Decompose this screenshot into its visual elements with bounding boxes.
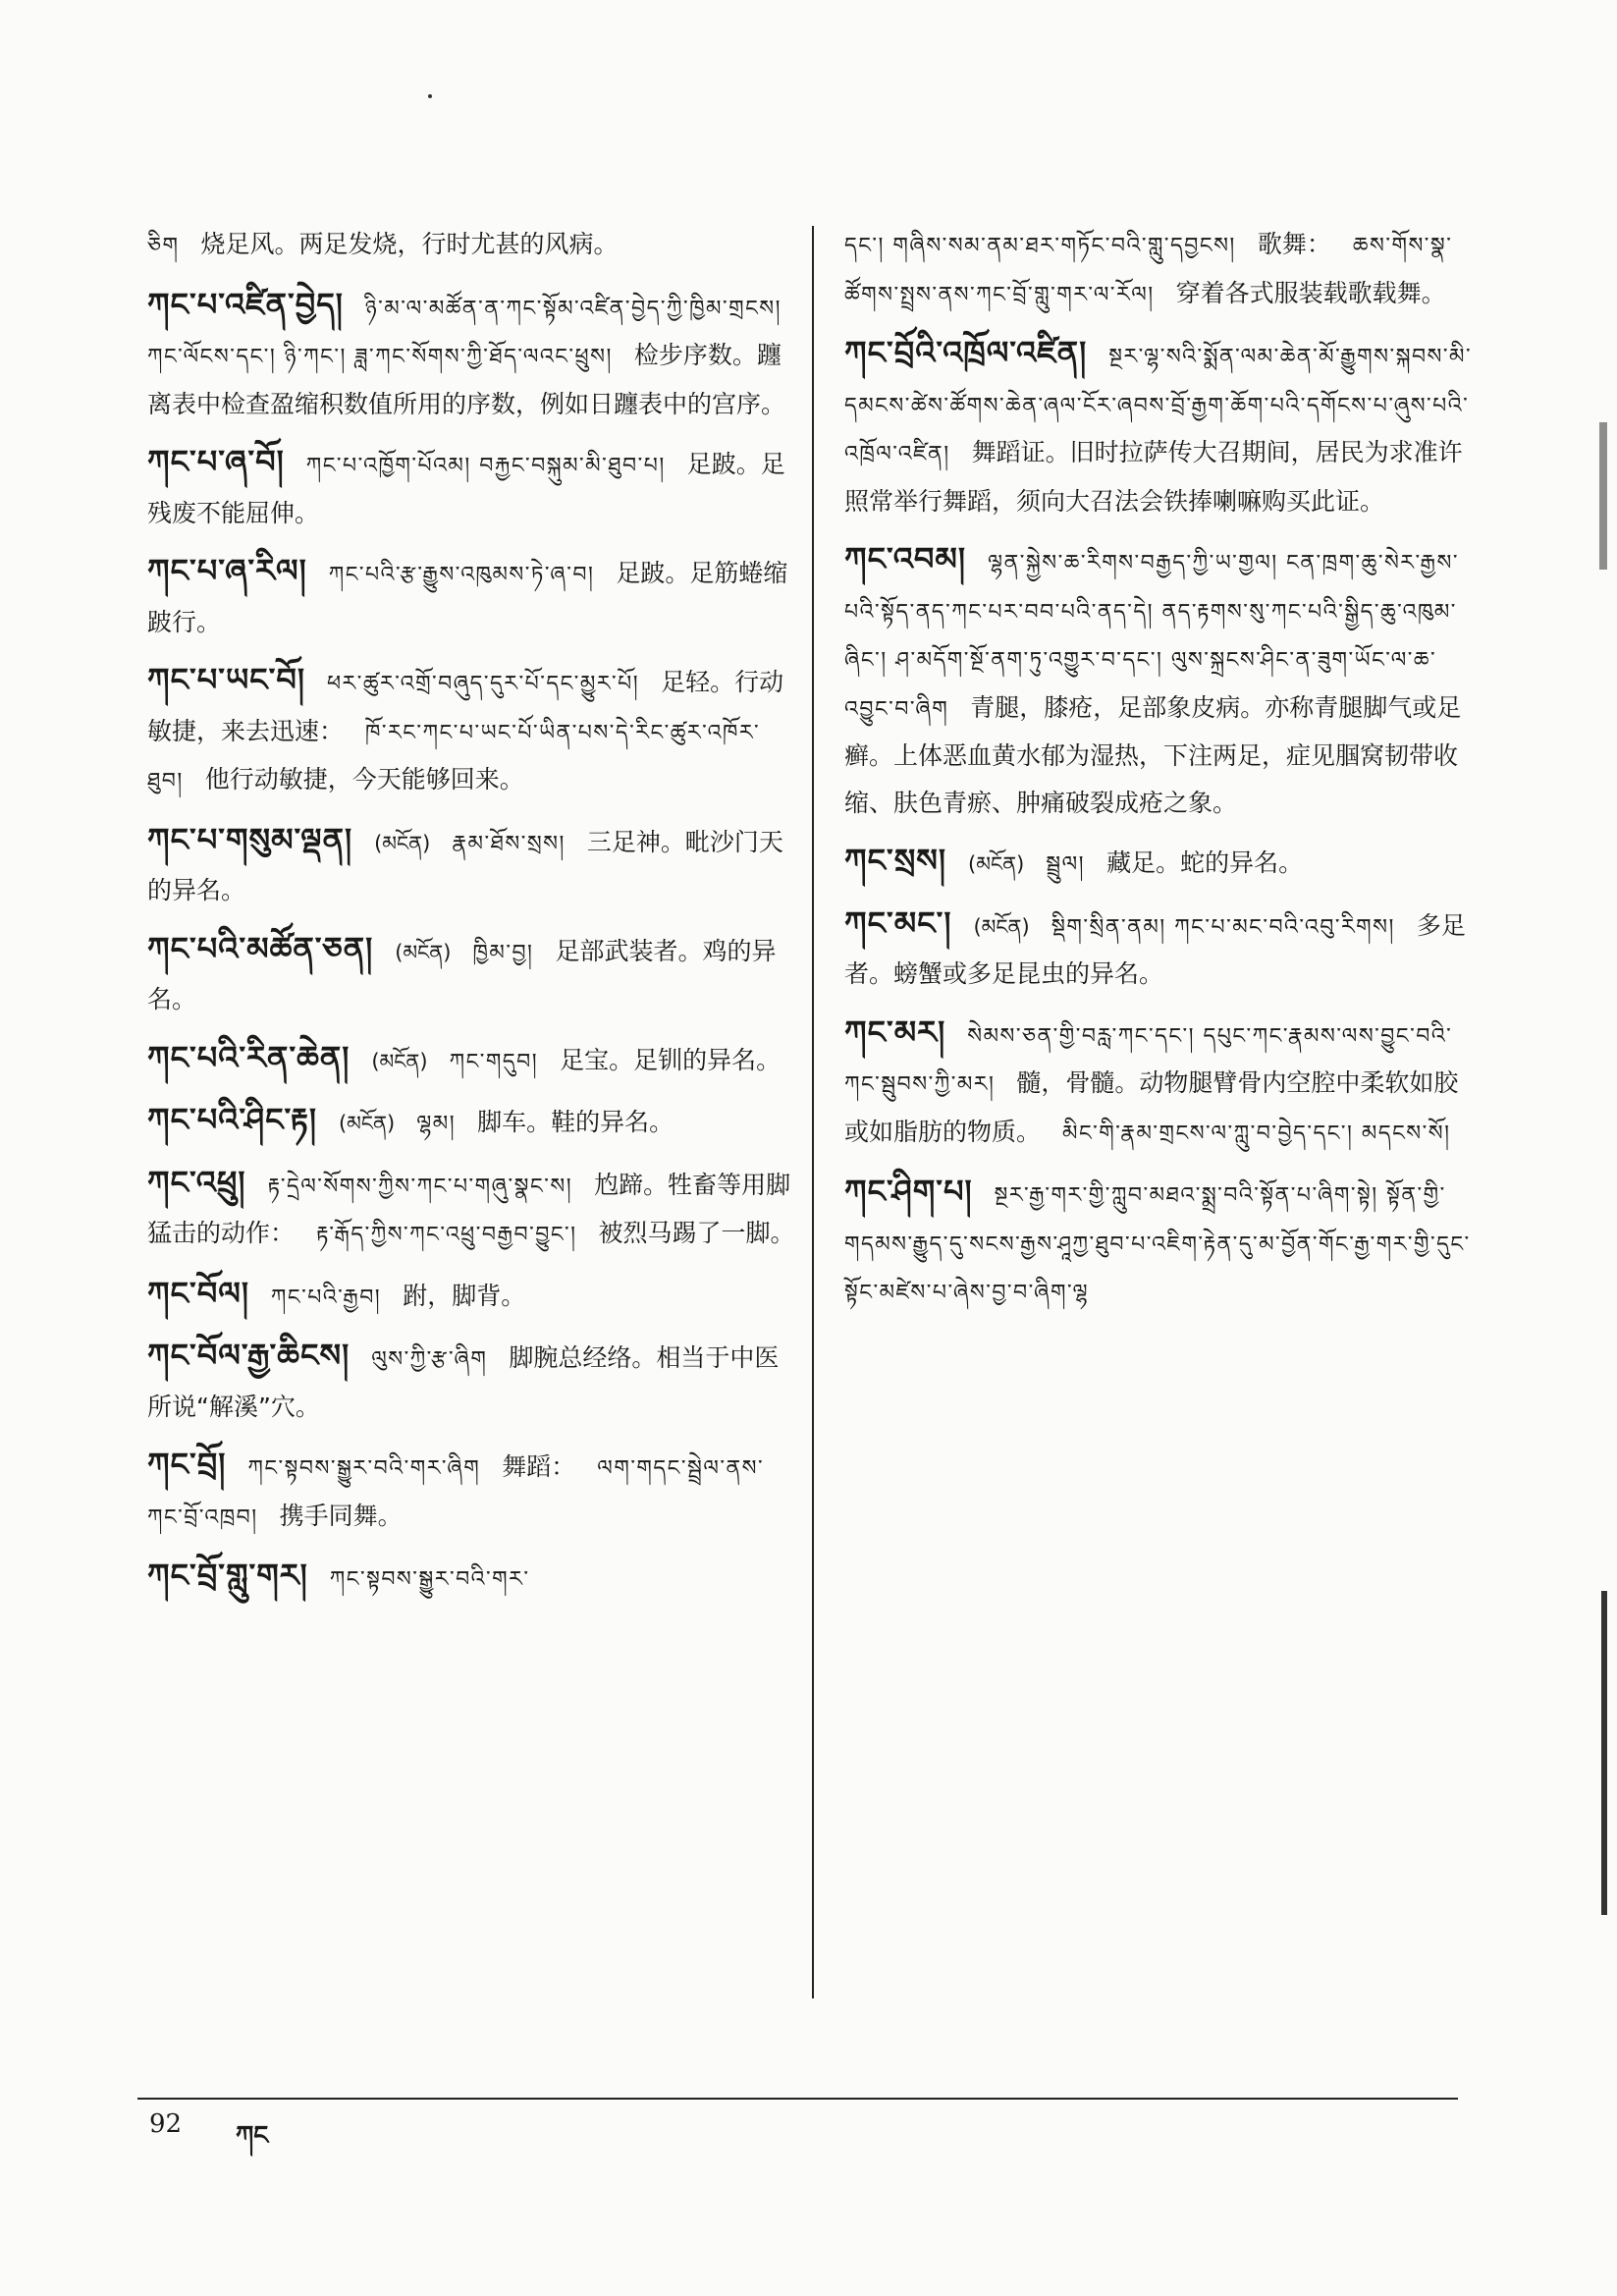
right-column: [844, 221, 1479, 1329]
entry-chinese-definition: 舞蹈证。旧时拉萨传大召期间，居民为求准许照常举行舞蹈，须向大召法会铁捧喇嘛购买此证。: [844, 438, 1463, 516]
dictionary-entry: [844, 1169, 1479, 1317]
entry-tibetan-example: རྟ་རྒོད་ཀྱིས་ཀང་འཕྲུ་བརྒྱབ་བྱུང་།: [316, 1223, 577, 1247]
entry-headword: ཀང་འབམ།: [844, 540, 966, 577]
dictionary-entry: [147, 1333, 795, 1430]
running-head: ཀང: [236, 2121, 269, 2151]
entry-chinese-example: 穿着各式服装载歌载舞。: [1175, 278, 1446, 307]
entry-chinese-example: 被烈马踢了一脚。: [598, 1219, 795, 1247]
entry-chinese-definition: 足宝。足钏的异名。: [560, 1045, 782, 1074]
entry-chinese-definition: 足跛。足筋蜷缩跛行。: [147, 559, 788, 636]
entry-chinese-definition: 青腿，膝疮，足部象皮病。亦称青腿脚气或足癣。上体恶血黄水郁为湿热，下注两足，症见腘窝韧带收缩、肤色青瘀、肿痛破裂成疮之象。: [844, 692, 1462, 817]
entry-chinese-definition: 脚车。鞋的异名。: [477, 1108, 674, 1136]
entry-chinese-definition: 歌舞：: [1257, 230, 1331, 258]
entry-tibetan-definition: ཀང་པའི་རྒྱབ།: [270, 1285, 382, 1310]
entry-tibetan-definition: དང་། གཞིས་སམ་ནམ་ཐར་གཏོང་བའི་གླུ་དབྱངས།: [844, 234, 1236, 258]
dictionary-entry: [844, 221, 1479, 318]
entry-headword: ཀང་པའི་མཚོན་ཅན།: [147, 929, 374, 967]
entry-tibetan-definition: སྔར་རྒྱ་གར་གྱི་ཀླུབ་མཐའ་སྨྲ་བའི་སྟོན་པ་ཞིག་སྟེ། སྟོན་གྱི་གདམས་རྒྱུད་དུ་སངས་རྒྱས་ཤཱཀྱ་ཐུབ་པ་འཇིག་རྟེན་དུ་མ་བྱོན་གོང་རྒྱ་གར་གྱི་དུང་སྟོང་མཛེས་པ་ཞེས་བྱ་བ་ཞིག་ལྷ: [844, 1183, 1471, 1305]
dictionary-entry: [147, 1442, 795, 1541]
dictionary-entry: [147, 1035, 795, 1086]
column-divider: [812, 226, 814, 1998]
entry-headword: ཀང་པའི་རིན་ཆེན།: [147, 1038, 350, 1076]
scan-artifact: [1601, 1591, 1607, 1915]
dictionary-entry: [147, 1271, 795, 1322]
entry-chinese-definition: 多足者。螃蟹或多足昆虫的异名。: [844, 910, 1466, 988]
entry-headword: ཀང་བྲོ།: [147, 1446, 227, 1483]
entry-headword: ཀང་མར།: [844, 1012, 946, 1051]
dictionary-entry: [147, 926, 795, 1023]
entry-tibetan-definition: ལྷན་སྐྱེས་ཆ་རིགས་བརྒྱད་ཀྱི་ཡ་གྱལ། ངན་ཁྲག་ཆུ་སེར་རྒྱས་པའི་སྟོད་ནད་ཀང་པར་བབ་པའི་ནད་དེ། ནད་རྟགས་སུ་ཀང་པའི་སྒྱིད་ཆུ་འཁུམ་ཞིང་། ཤ་མདོག་སྔོ་ནག་ཏུ་འགྱུར་བ་དང་། ལུས་སྐྲངས་ཤིང་ན་ཟུག་ཡོང་ལ་ཆ་འབྱུང་བ་ཞིག: [844, 551, 1459, 722]
entry-chinese-definition: 跗，脚背。: [403, 1281, 526, 1310]
dictionary-entry: [147, 657, 795, 805]
entry-tag: (མངོན): [374, 831, 431, 855]
entry-chinese-definition: 脚腕总经络。相当于中医所说“解溪”穴。: [147, 1343, 780, 1421]
dictionary-entry: [147, 548, 795, 645]
entry-tibetan-definition: ཀང་པའི་རྩ་རྒྱུས་འཁུམས་ཏེ་ཞ་བ།: [328, 563, 595, 587]
entry-chinese-definition: 髓，骨髓。动物腿臂骨内空腔中柔软如胶或如脂肪的物质。: [844, 1068, 1459, 1146]
entry-tibetan-definition: སྔར་ལྷ་སའི་སྨོན་ལམ་ཆེན་མོ་རྒྱུགས་སྐབས་མི་དམངས་ཚེས་ཚོགས་ཆེན་ཞལ་ངོར་ཞབས་བྲོ་རྒྱག་ཆོག་པའི་དགོངས་པ་ཞུས་པའི་འཁྲོལ་འཛིན།: [844, 345, 1473, 466]
entry-tibetan-example: ལག་གདང་སྦྲེལ་ནས་ཀང་བྲོ་འཁྲབ།: [147, 1456, 765, 1530]
entry-headword: ཀང་བྲོ་གླུ་གར།: [147, 1557, 308, 1594]
entry-headword: ཀང་པ་ཡང་བོ།: [147, 661, 305, 698]
entry-tibetan-definition: རྣམ་ཐོས་སྲས།: [452, 831, 566, 856]
dictionary-entry: [844, 838, 1479, 889]
entry-headword: ཀང་པའི་ཤིང་རྟ།: [147, 1101, 317, 1138]
entry-tibetan-definition: སྡིག་སྲིན་ནམ། ཀང་པ་མང་བའི་འབུ་རིགས།: [1051, 914, 1395, 940]
entry-tibetan-example: ཁོ་རང་ཀང་པ་ཡང་པོ་ཡིན་པས་དེ་རིང་ཚུར་འཁོར་ཐུབ།: [147, 720, 761, 793]
entry-headword: ཀང་པ་ཞ་བོ།: [147, 443, 285, 480]
left-column: [147, 221, 795, 1615]
entry-headword: ཀང་ཤིག་པ།: [844, 1173, 973, 1210]
dictionary-entry: [147, 817, 795, 914]
entry-tibetan-definition: ལུས་ཀྱི་རྩ་ཞིག: [371, 1347, 488, 1372]
entry-tibetan-definition: ཅིག: [147, 234, 180, 258]
entry-headword: ཀང་པ་འཛིན་བྱེད།: [147, 285, 344, 323]
entry-tibetan-definition: ཀང་པ་འཁྱོག་པོའམ། བརྐྱང་བསྐུམ་མི་ཐུབ་པ།: [305, 454, 666, 478]
entry-tag: (མངོན): [973, 914, 1030, 939]
dictionary-entry: [147, 439, 795, 536]
entry-tibetan-definition: ཁྱིམ་བྱ།: [472, 940, 534, 965]
entry-tibetan-definition: ཀང་སྟབས་སྒྱུར་བའི་གར་: [329, 1567, 530, 1592]
dictionary-entry: [147, 282, 795, 428]
entry-tibetan-definition: རྟ་དྲེལ་སོགས་ཀྱིས་ཀང་པ་གཞུ་སྣང་ས།: [267, 1174, 573, 1199]
entry-tibetan-definition: ཀང་སྟབས་སྒྱུར་བའི་གར་ཞིག: [247, 1456, 481, 1481]
entry-tibetan-definition: ཉི་མ་ལ་མཚོན་ན་ཀང་སྟོམ་འཛིན་བྱེད་ཀྱི་ཁྱིམ་གྲངས། ཀང་ལོངས་དང་། ཉི་ཀང་། ཟླ་ཀང་སོགས་ཀྱི་ཐོད་ལའང་ཕྲུས།: [147, 296, 782, 369]
entry-chinese-example: 他行动敏捷，今天能够回来。: [204, 765, 524, 793]
entry-tibetan-definition: ཀང་གདུབ།: [449, 1049, 539, 1074]
entry-tag: (མངོན): [968, 852, 1025, 876]
entry-tibetan-definition: ལྷམ།: [416, 1112, 457, 1136]
entry-chinese-definition: 藏足。蛇的异名。: [1106, 848, 1304, 877]
entry-chinese-definition: 足轻。行动敏捷，来去迅速：: [147, 668, 784, 745]
dictionary-entry: [147, 1553, 795, 1604]
entry-chinese-definition: 舞蹈：: [502, 1452, 576, 1481]
entry-headword: ཀང་འཕྲུ།: [147, 1163, 246, 1201]
entry-chinese-definition: 检步序数。躔离表中检查盈缩积数值所用的序数，例如日躔表中的宫序。: [147, 341, 786, 418]
dictionary-entry: [844, 1010, 1479, 1158]
entry-tibetan-example: ཆས་གོས་སྣ་ཚོགས་སྤྲས་ནས་ཀང་བྲོ་གླུ་གར་ལ་རོལ།: [844, 234, 1453, 307]
dictionary-entry: [147, 1097, 795, 1148]
entry-headword: ཀང་བོལ།: [147, 1274, 249, 1312]
scan-artifact: [1599, 422, 1607, 570]
entry-tibetan-example: མིང་གི་རྣམ་གྲངས་ལ་ཀླུ་བ་བྱེད་དང་། མདངས་སོ།: [1062, 1121, 1451, 1146]
dictionary-entry: [147, 221, 795, 270]
entry-headword: ཀང་བྲོའི་འཁྲོལ་འཛིན།: [844, 334, 1088, 371]
entry-chinese-definition: 足跛。足残废不能屈伸。: [147, 450, 785, 527]
entry-tibetan-definition: སྦྲུལ།: [1046, 852, 1086, 877]
entry-chinese-definition: 三足神。毗沙门天的异名。: [147, 827, 783, 904]
entry-chinese-example: 携手同舞。: [279, 1501, 403, 1530]
entry-headword: ཀང་བོལ་རྒྱ་ཆིངས།: [147, 1337, 350, 1374]
page-number: 92: [149, 2109, 183, 2139]
footer-rule: [137, 2098, 1458, 2100]
entry-headword: ཀང་པ་ཞ་རིལ།: [147, 552, 307, 589]
dictionary-entry: [844, 536, 1479, 826]
dictionary-entry: [147, 1160, 795, 1259]
entry-tibetan-definition: སེམས་ཅན་གྱི་བརླ་ཀང་དང་། དཔུང་ཀང་རྣམས་ལས་བྱུང་བའི་ཀང་སྦུབས་ཀྱི་མར།: [844, 1023, 1453, 1097]
entry-headword: ཀང་པ་གསུམ་ལྡན།: [147, 820, 353, 858]
entry-chinese-definition: 烧足风。两足发烧，行时尤甚的风病。: [200, 230, 619, 258]
entry-headword: ཀང་སྲས།: [844, 842, 947, 879]
entry-tag: (མངོན): [371, 1049, 428, 1073]
dictionary-entry: [844, 330, 1479, 524]
entry-chinese-definition: 尥蹄。牲畜等用脚猛击的动作：: [147, 1170, 791, 1247]
scan-dot: [428, 94, 432, 98]
dictionary-entry: [844, 901, 1479, 998]
entry-tag: (མངོན): [395, 940, 452, 964]
entry-tibetan-definition: ཕར་ཚུར་འགྲོ་བཞུད་དུར་པོ་དང་མྱུར་པོ།: [326, 672, 640, 696]
entry-headword: ཀང་མང་།: [844, 903, 952, 942]
entry-chinese-definition: 足部武装者。鸡的异名。: [147, 936, 777, 1013]
entry-tag: (མངོན): [338, 1112, 396, 1135]
